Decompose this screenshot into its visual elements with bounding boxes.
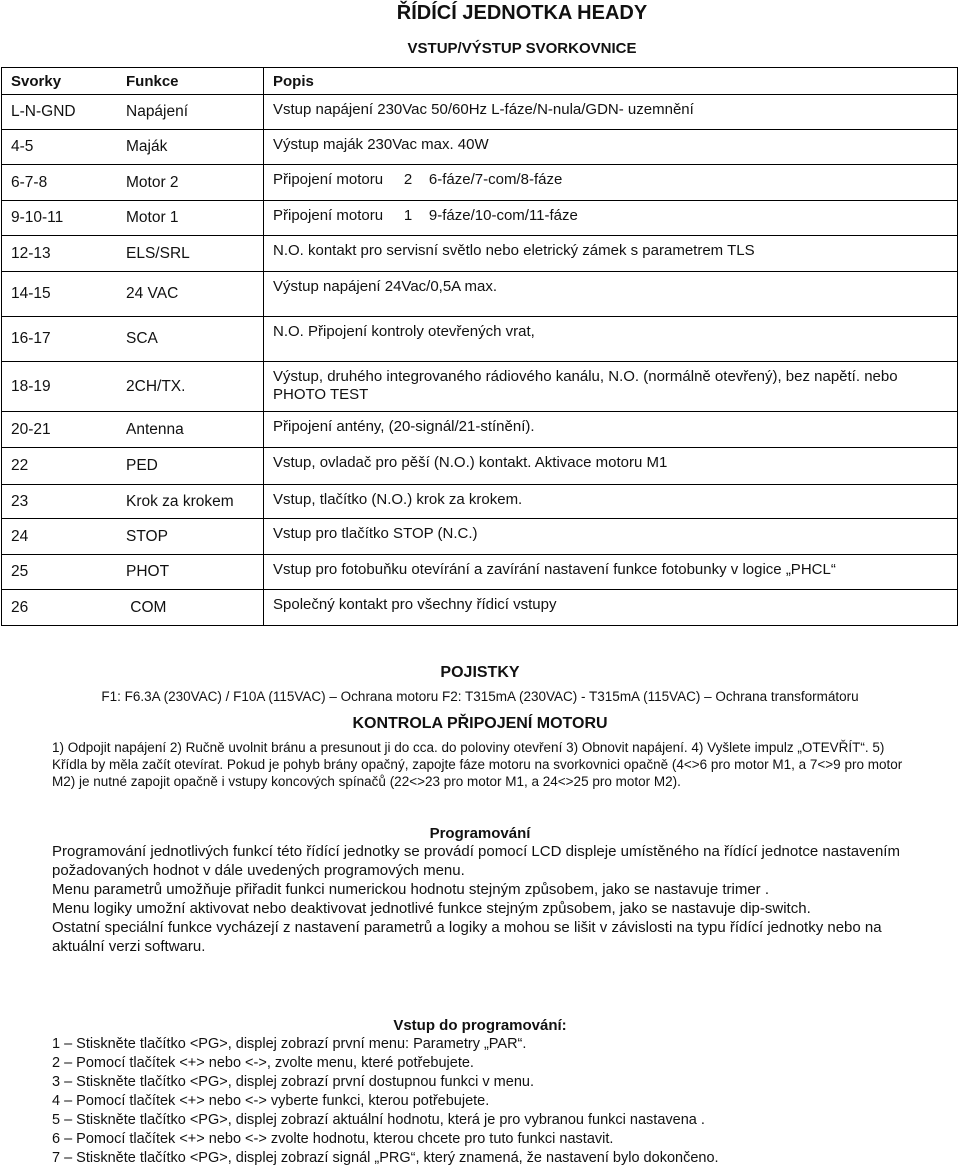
entry-step: 2 – Pomocí tlačítek <+> nebo <->, zvolte menu, které potřebujete.: [52, 1055, 474, 1071]
description-cell: Společný kontakt pro všechny řídicí vstupy: [264, 590, 958, 626]
description-cell: Vstup, ovladač pro pěší (N.O.) kontakt. Aktivace motoru M1: [264, 448, 958, 485]
terminal-table: [1, 67, 958, 626]
terminal-cell: 25: [2, 555, 118, 590]
programming-section: [0, 825, 960, 956]
terminal-cell: 26: [2, 590, 118, 626]
programming-line: Ostatní speciální funkce vycházejí z nastavení parametrů a logiky a mohou se lišit v závislosti na typu řídící jednotky nebo na aktuální verzi softwaru.: [52, 919, 882, 955]
function-cell: Motor 1: [117, 201, 264, 236]
table-row: [2, 130, 958, 165]
terminal-cell: 22: [2, 448, 118, 485]
function-cell: Maják: [117, 130, 264, 165]
function-cell: 24 VAC: [117, 272, 264, 317]
function-cell: STOP: [117, 519, 264, 555]
description-cell: Vstup napájení 230Vac 50/60Hz L-fáze/N-nula/GDN- uzemnění: [264, 95, 958, 130]
programming-heading: Programování: [429, 825, 531, 842]
description-cell: Výstup maják 230Vac max. 40W: [264, 130, 958, 165]
table-row: [2, 201, 958, 236]
function-cell: Napájení: [117, 95, 264, 130]
entry-step: 6 – Pomocí tlačítek <+> nebo <-> zvolte hodnotu, kterou chcete pro tuto funkci nastavit.: [52, 1131, 614, 1147]
programming-line: Menu parametrů umožňuje přiřadit funkci numerickou hodnotu stejným způsobem, jako se nastavuje trimer .: [52, 881, 770, 898]
document-subtitle: VSTUP/VÝSTUP SVORKOVNICE: [407, 40, 637, 57]
entry-heading: Vstup do programování:: [393, 1017, 567, 1034]
terminal-cell: L-N-GND: [2, 95, 118, 130]
table-row: [2, 485, 958, 519]
description-cell: Vstup pro tlačítko STOP (N.C.): [264, 519, 958, 555]
fuses-section: [0, 664, 960, 705]
entry-step: 4 – Pomocí tlačítek <+> nebo <-> vyberte funkci, kterou potřebujete.: [52, 1093, 490, 1109]
fuses-text: F1: F6.3A (230VAC) / F10A (115VAC) – Ochrana motoru F2: T315mA (230VAC) - T315mA (115VAC) – Ochrana transformátoru: [101, 689, 859, 704]
description-cell: Připojení motoru 2 6-fáze/7-com/8-fáze: [264, 165, 958, 201]
table-header-row: [2, 68, 958, 95]
description-cell: Vstup, tlačítko (N.O.) krok za krokem.: [264, 485, 958, 519]
entry-step: 7 – Stiskněte tlačítko <PG>, displej zobrazí signál „PRG“, který znamená, že nastavení bylo dokončeno.: [52, 1150, 719, 1166]
column-header-terminal: Svorky: [2, 68, 118, 95]
entry-step: 5 – Stiskněte tlačítko <PG>, displej zobrazí aktuální hodnotu, která je pro vybranou funkci nastavena .: [52, 1112, 705, 1128]
programming-line: Menu logiky umožní aktivovat nebo deaktivovat jednotlivé funkce stejným způsobem, jako se nastavuje dip-switch.: [52, 900, 811, 917]
terminal-cell: 14-15: [2, 272, 118, 317]
description-cell: Výstup napájení 24Vac/0,5A max.: [264, 272, 958, 317]
table-row: [2, 95, 958, 130]
function-cell: Antenna: [117, 412, 264, 448]
table-row: [2, 272, 958, 317]
table-row: [2, 362, 958, 412]
function-cell: ELS/SRL: [117, 236, 264, 272]
motor-check-heading: KONTROLA PŘIPOJENÍ MOTORU: [352, 715, 608, 732]
document-title: ŘÍDÍCÍ JEDNOTKA HEADY: [396, 2, 648, 24]
column-header-function: Funkce: [117, 68, 264, 95]
fuses-heading: POJISTKY: [440, 664, 520, 681]
table-row: [2, 236, 958, 272]
function-cell: 2CH/TX.: [117, 362, 264, 412]
terminal-cell: 6-7-8: [2, 165, 118, 201]
motor-check-section: [0, 715, 960, 790]
entry-step: 1 – Stiskněte tlačítko <PG>, displej zobrazí první menu: Parametry „PAR“.: [52, 1036, 527, 1052]
programming-line: Programování jednotlivých funkcí této řídící jednotky se provádí pomocí LCD displeje umístěného na řídící jednotce nastavením požadovaných hodnot v dále uvedených programových menu.: [52, 843, 900, 879]
function-cell: PHOT: [117, 555, 264, 590]
table-row: [2, 412, 958, 448]
terminal-cell: 23: [2, 485, 118, 519]
table-row: [2, 519, 958, 555]
description-cell: Připojení antény, (20-signál/21-stínění).: [264, 412, 958, 448]
column-header-description: Popis: [264, 68, 958, 95]
entry-section: [0, 1016, 960, 1168]
terminal-cell: 4-5: [2, 130, 118, 165]
function-cell: COM: [117, 590, 264, 626]
description-cell: Vstup pro fotobuňku otevírání a zavírání nastavení funkce fotobunky v logice „PHCL“: [264, 555, 958, 590]
terminal-cell: 16-17: [2, 317, 118, 362]
table-row: [2, 555, 958, 590]
entry-step: 3 – Stiskněte tlačítko <PG>, displej zobrazí první dostupnou funkci v menu.: [52, 1074, 534, 1090]
table-row: [2, 590, 958, 626]
function-cell: PED: [117, 448, 264, 485]
terminal-cell: 24: [2, 519, 118, 555]
table-row: [2, 165, 958, 201]
description-cell: Připojení motoru 1 9-fáze/10-com/11-fáze: [264, 201, 958, 236]
table-row: [2, 317, 958, 362]
motor-check-text: 1) Odpojit napájení 2) Ručně uvolnit bránu a presunout ji do cca. do poloviny otevření 3) Obnovit napájení. 4) Vyšlete impulz „OTEVŘÍT“. 5) Křídla by měla začít otevírat. Pokud je pohyb brány opačný, zapojte fáze motoru na svorkovnici opačně (4<>6 pro motor M1, a 7<>9 pro motor M2) je nutné zapojit opačně i vstupy koncových spínačů (22<>23 pro motor M1, a 24<>25 pro motor M2).: [52, 740, 903, 789]
terminal-cell: 9-10-11: [2, 201, 118, 236]
description-cell: Výstup, druhého integrovaného rádiového kanálu, N.O. (normálně otevřený), bez napětí. nebo PHOTO TEST: [264, 362, 958, 412]
terminal-cell: 20-21: [2, 412, 118, 448]
function-cell: Krok za krokem: [117, 485, 264, 519]
terminal-cell: 18-19: [2, 362, 118, 412]
terminal-cell: 12-13: [2, 236, 118, 272]
description-cell: N.O. Připojení kontroly otevřených vrat,: [264, 317, 958, 362]
function-cell: SCA: [117, 317, 264, 362]
function-cell: Motor 2: [117, 165, 264, 201]
description-cell: N.O. kontakt pro servisní světlo nebo eletrický zámek s parametrem TLS: [264, 236, 958, 272]
table-row: [2, 448, 958, 485]
